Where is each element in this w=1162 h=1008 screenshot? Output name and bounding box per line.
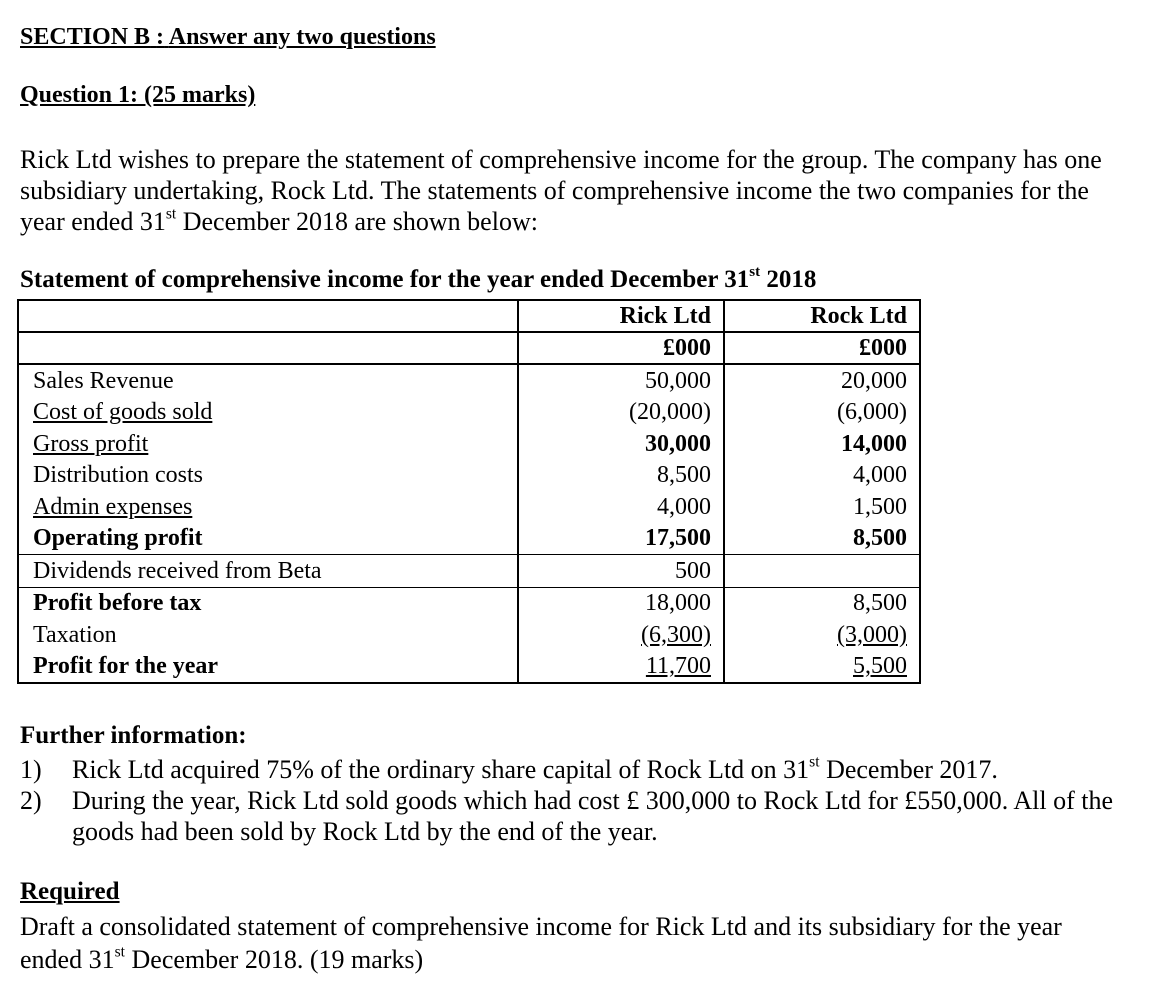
table-row	[18, 523, 920, 555]
rock-value: (6,000)	[724, 397, 920, 429]
row-label: Dividends received from Beta	[18, 555, 518, 588]
units-rick-ltd: £000	[518, 332, 724, 364]
table-row	[18, 428, 920, 460]
table-row	[18, 397, 920, 429]
intro-tail: December 2018 are shown below:	[176, 207, 538, 236]
table-title-year: 2018	[760, 266, 817, 293]
required-title: Required	[20, 878, 120, 905]
required-text-sup: st	[114, 943, 125, 961]
question-title: Question 1: (25 marks)	[20, 82, 256, 108]
rick-value: 17,500	[518, 523, 724, 555]
row-label: Taxation	[18, 619, 518, 651]
units-rock-ltd: £000	[724, 332, 920, 364]
rock-value: 5,500	[724, 651, 920, 684]
intro-paragraph	[20, 144, 1130, 237]
section-separator: :	[156, 24, 165, 50]
units-label-cell	[18, 332, 518, 364]
table-row	[18, 491, 920, 523]
section-heading	[20, 24, 436, 51]
item-text-body: Rick Ltd acquired 75% of the ordinary share capital of Rock Ltd on 31	[72, 755, 810, 784]
table-row	[18, 587, 920, 619]
section-instruction: Answer any two questions	[168, 24, 436, 50]
rick-value: (20,000)	[518, 397, 724, 429]
table-title-text: Statement of comprehensive income for the year ended December 31	[20, 266, 750, 293]
item-text-sup: st	[809, 753, 820, 771]
required-text-body: Draft a consolidated statement of comprehensive income for Rick Ltd and its subsidiary for the year ended 31	[20, 912, 1062, 974]
intro-text: Rick Ltd wishes to prepare the statement of comprehensive income for the group. The company has one subsidiary undertaking, Rock Ltd. The statements of comprehensive income the two companies for the year ended 31	[20, 145, 1102, 236]
table-row	[18, 651, 920, 684]
table-row	[18, 364, 920, 397]
rock-value: 14,000	[724, 428, 920, 460]
row-label: Profit before tax	[18, 587, 518, 619]
rick-value: (6,300)	[518, 619, 724, 651]
item-text-tail: December 2017.	[819, 755, 998, 784]
rick-value: 11,700	[518, 651, 724, 684]
item-number: 2)	[20, 786, 42, 815]
table-header-row	[18, 300, 920, 332]
row-label: Distribution costs	[18, 460, 518, 492]
item-text	[72, 754, 1132, 785]
table-title-sup: st	[749, 263, 761, 280]
rock-value: 4,000	[724, 460, 920, 492]
rick-value: 8,500	[518, 460, 724, 492]
row-label: Gross profit	[18, 428, 518, 460]
header-rock-ltd: Rock Ltd	[724, 300, 920, 332]
rock-value	[724, 555, 920, 588]
rick-value: 4,000	[518, 491, 724, 523]
table-row	[18, 460, 920, 492]
table-title	[20, 263, 817, 294]
header-rick-ltd: Rick Ltd	[518, 300, 724, 332]
row-label: Cost of goods sold	[18, 397, 518, 429]
table-row	[18, 619, 920, 651]
row-label: Profit for the year	[18, 651, 518, 684]
row-label: Operating profit	[18, 523, 518, 555]
further-information-title: Further information:	[20, 722, 247, 749]
item-number: 1)	[20, 755, 42, 784]
rock-value: 20,000	[724, 364, 920, 397]
row-label: Admin expenses	[18, 491, 518, 523]
rick-value: 18,000	[518, 587, 724, 619]
table-row	[18, 555, 920, 588]
rock-value: 1,500	[724, 491, 920, 523]
income-statement-table	[17, 299, 921, 684]
rock-value: 8,500	[724, 587, 920, 619]
rock-value: (3,000)	[724, 619, 920, 651]
table-units-row	[18, 332, 920, 364]
row-label: Sales Revenue	[18, 364, 518, 397]
item-text: During the year, Rick Ltd sold goods which had cost £ 300,000 to Rock Ltd for £550,000. All of the goods had been sold by Rock Ltd by the end of the year.	[72, 786, 1113, 846]
rick-value: 500	[518, 555, 724, 588]
intro-sup: st	[165, 205, 177, 223]
rock-value: 8,500	[724, 523, 920, 555]
section-label: SECTION B	[20, 24, 151, 50]
rick-value: 30,000	[518, 428, 724, 460]
header-label-cell	[18, 300, 518, 332]
rick-value: 50,000	[518, 364, 724, 397]
required-text	[20, 910, 1130, 976]
required-text-tail: December 2018. (19 marks)	[125, 945, 424, 974]
